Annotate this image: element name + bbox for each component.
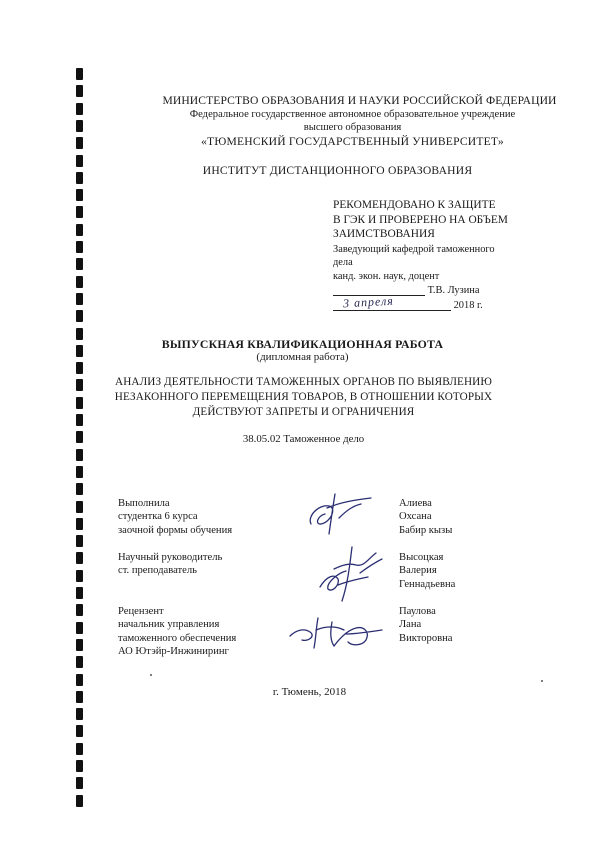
head-title-line-1: Заведующий кафедрой таможенного <box>333 243 495 255</box>
federal-line-1: Федеральное государственное автономное образовательное учреждение <box>189 109 516 120</box>
supervisor-name-line-3: Геннадьевна <box>399 578 456 590</box>
binding-hole <box>76 310 83 322</box>
author-role <box>118 497 232 537</box>
theme-line-1: АНАЛИЗ ДЕЯТЕЛЬНОСТИ ТАМОЖЕННЫХ ОРГАНОВ ПО ВЫЯВЛЕНИЮ <box>115 376 492 388</box>
author-name-line-3: Бабир кызы <box>399 524 453 536</box>
binding-hole <box>76 604 83 616</box>
binding-hole <box>76 276 83 288</box>
recommendation-block <box>333 198 533 312</box>
supervisor-name-line-2: Валерия <box>399 565 437 577</box>
binding-hole <box>76 518 83 530</box>
binding-hole <box>76 760 83 772</box>
reviewer-name-line-2: Лана <box>399 619 422 631</box>
recommendation-line-1: РЕКОМЕНДОВАНО К ЗАЩИТЕ <box>333 199 496 211</box>
binding-hole <box>76 570 83 582</box>
supervisor-name <box>399 551 455 591</box>
binding-hole <box>76 483 83 495</box>
reviewer-role-line-1: Рецензент <box>118 606 164 617</box>
binding-hole <box>76 674 83 686</box>
scan-speck <box>541 680 543 682</box>
binding-hole <box>76 68 83 80</box>
binding-hole <box>76 656 83 668</box>
author-name-line-2: Охсана <box>399 511 432 523</box>
binding-hole <box>76 639 83 651</box>
handwritten-date: 3 апреля <box>342 293 395 310</box>
institute-name: ИНСТИТУТ ДИСТАНЦИОННОГО ОБРАЗОВАНИЯ <box>202 164 473 177</box>
binding-hole <box>76 241 83 253</box>
author-name <box>399 497 452 537</box>
binding-hole <box>76 743 83 755</box>
binding-hole <box>76 362 83 374</box>
reviewer-name-line-3: Викторовна <box>399 632 453 644</box>
ministry-header: МИНИСТЕРСТВО ОБРАЗОВАНИЯ И НАУКИ РОССИЙСКОЙ ФЕДЕРАЦИИ <box>162 94 557 107</box>
binding-hole <box>76 224 83 236</box>
reviewer-name <box>399 605 453 645</box>
work-subtitle: (дипломная работа) <box>256 351 349 363</box>
binding-hole <box>76 293 83 305</box>
reviewer-role-line-2: начальник управления <box>118 619 220 631</box>
reviewer-signature <box>286 612 386 652</box>
federal-line-2: высшего образования <box>303 122 402 133</box>
recommendation-line-3: ЗАИМСТВОВАНИЯ <box>333 228 435 241</box>
author-signature <box>305 488 375 538</box>
date-year: 2018 г. <box>453 299 483 311</box>
supervisor-name-line-1: Высоцкая <box>399 552 444 563</box>
supervisor-role-line-1: Научный руководитель <box>118 552 223 563</box>
author-role-line-1: Выполнила <box>118 498 170 509</box>
theme-line-3: ДЕЙСТВУЮТ ЗАПРЕТЫ И ОГРАНИЧЕНИЯ <box>192 406 415 418</box>
city-year: г. Тюмень, 2018 <box>272 686 347 698</box>
head-name: Т.В. Лузина <box>427 284 480 296</box>
binding-hole <box>76 587 83 599</box>
reviewer-role <box>118 605 236 659</box>
thesis-theme <box>6 375 595 420</box>
binding-hole <box>76 206 83 218</box>
recommendation-line-2: В ГЭК И ПРОВЕРЕНО НА ОБЪЕМ <box>333 213 508 226</box>
supervisor-role-line-2: ст. преподаватель <box>118 565 197 577</box>
binding-hole <box>76 449 83 461</box>
binding-hole <box>76 777 83 789</box>
binding-hole <box>76 466 83 478</box>
binding-hole <box>76 725 83 737</box>
author-name-line-1: Алиева <box>399 498 432 509</box>
theme-line-2: НЕЗАКОННОГО ПЕРЕМЕЩЕНИЯ ТОВАРОВ, В ОТНОШЕНИИ КОТОРЫХ <box>114 391 493 403</box>
binding-hole <box>76 552 83 564</box>
author-role-line-2: студентка 6 курса <box>118 511 198 523</box>
head-title-line-2: дела <box>333 257 353 269</box>
binding-hole <box>76 708 83 720</box>
reviewer-name-line-1: Паулова <box>399 606 436 617</box>
head-degree: канд. экон. наук, доцент <box>333 270 440 282</box>
date-line <box>333 293 533 312</box>
specialty-code: 38.05.02 Таможенное дело <box>242 433 365 445</box>
author-role-line-3: заочной формы обучения <box>118 524 233 536</box>
supervisor-role <box>118 551 222 578</box>
binding-hole <box>76 501 83 513</box>
binding-hole <box>76 535 83 547</box>
reviewer-role-line-4: АО Ютэйр-Инжиниринг <box>118 646 229 658</box>
scan-speck <box>150 674 152 676</box>
work-title: ВЫПУСКНАЯ КВАЛИФИКАЦИОННАЯ РАБОТА <box>161 337 444 351</box>
binding-hole <box>76 189 83 201</box>
supervisor-signature <box>312 543 392 605</box>
binding-hole <box>76 258 83 270</box>
reviewer-role-line-3: таможенного обеспечения <box>118 632 237 644</box>
university-name: «ТЮМЕНСКИЙ ГОСУДАРСТВЕННЫЙ УНИВЕРСИТЕТ» <box>201 135 504 148</box>
binding-hole <box>76 622 83 634</box>
binding-hole <box>76 795 83 807</box>
